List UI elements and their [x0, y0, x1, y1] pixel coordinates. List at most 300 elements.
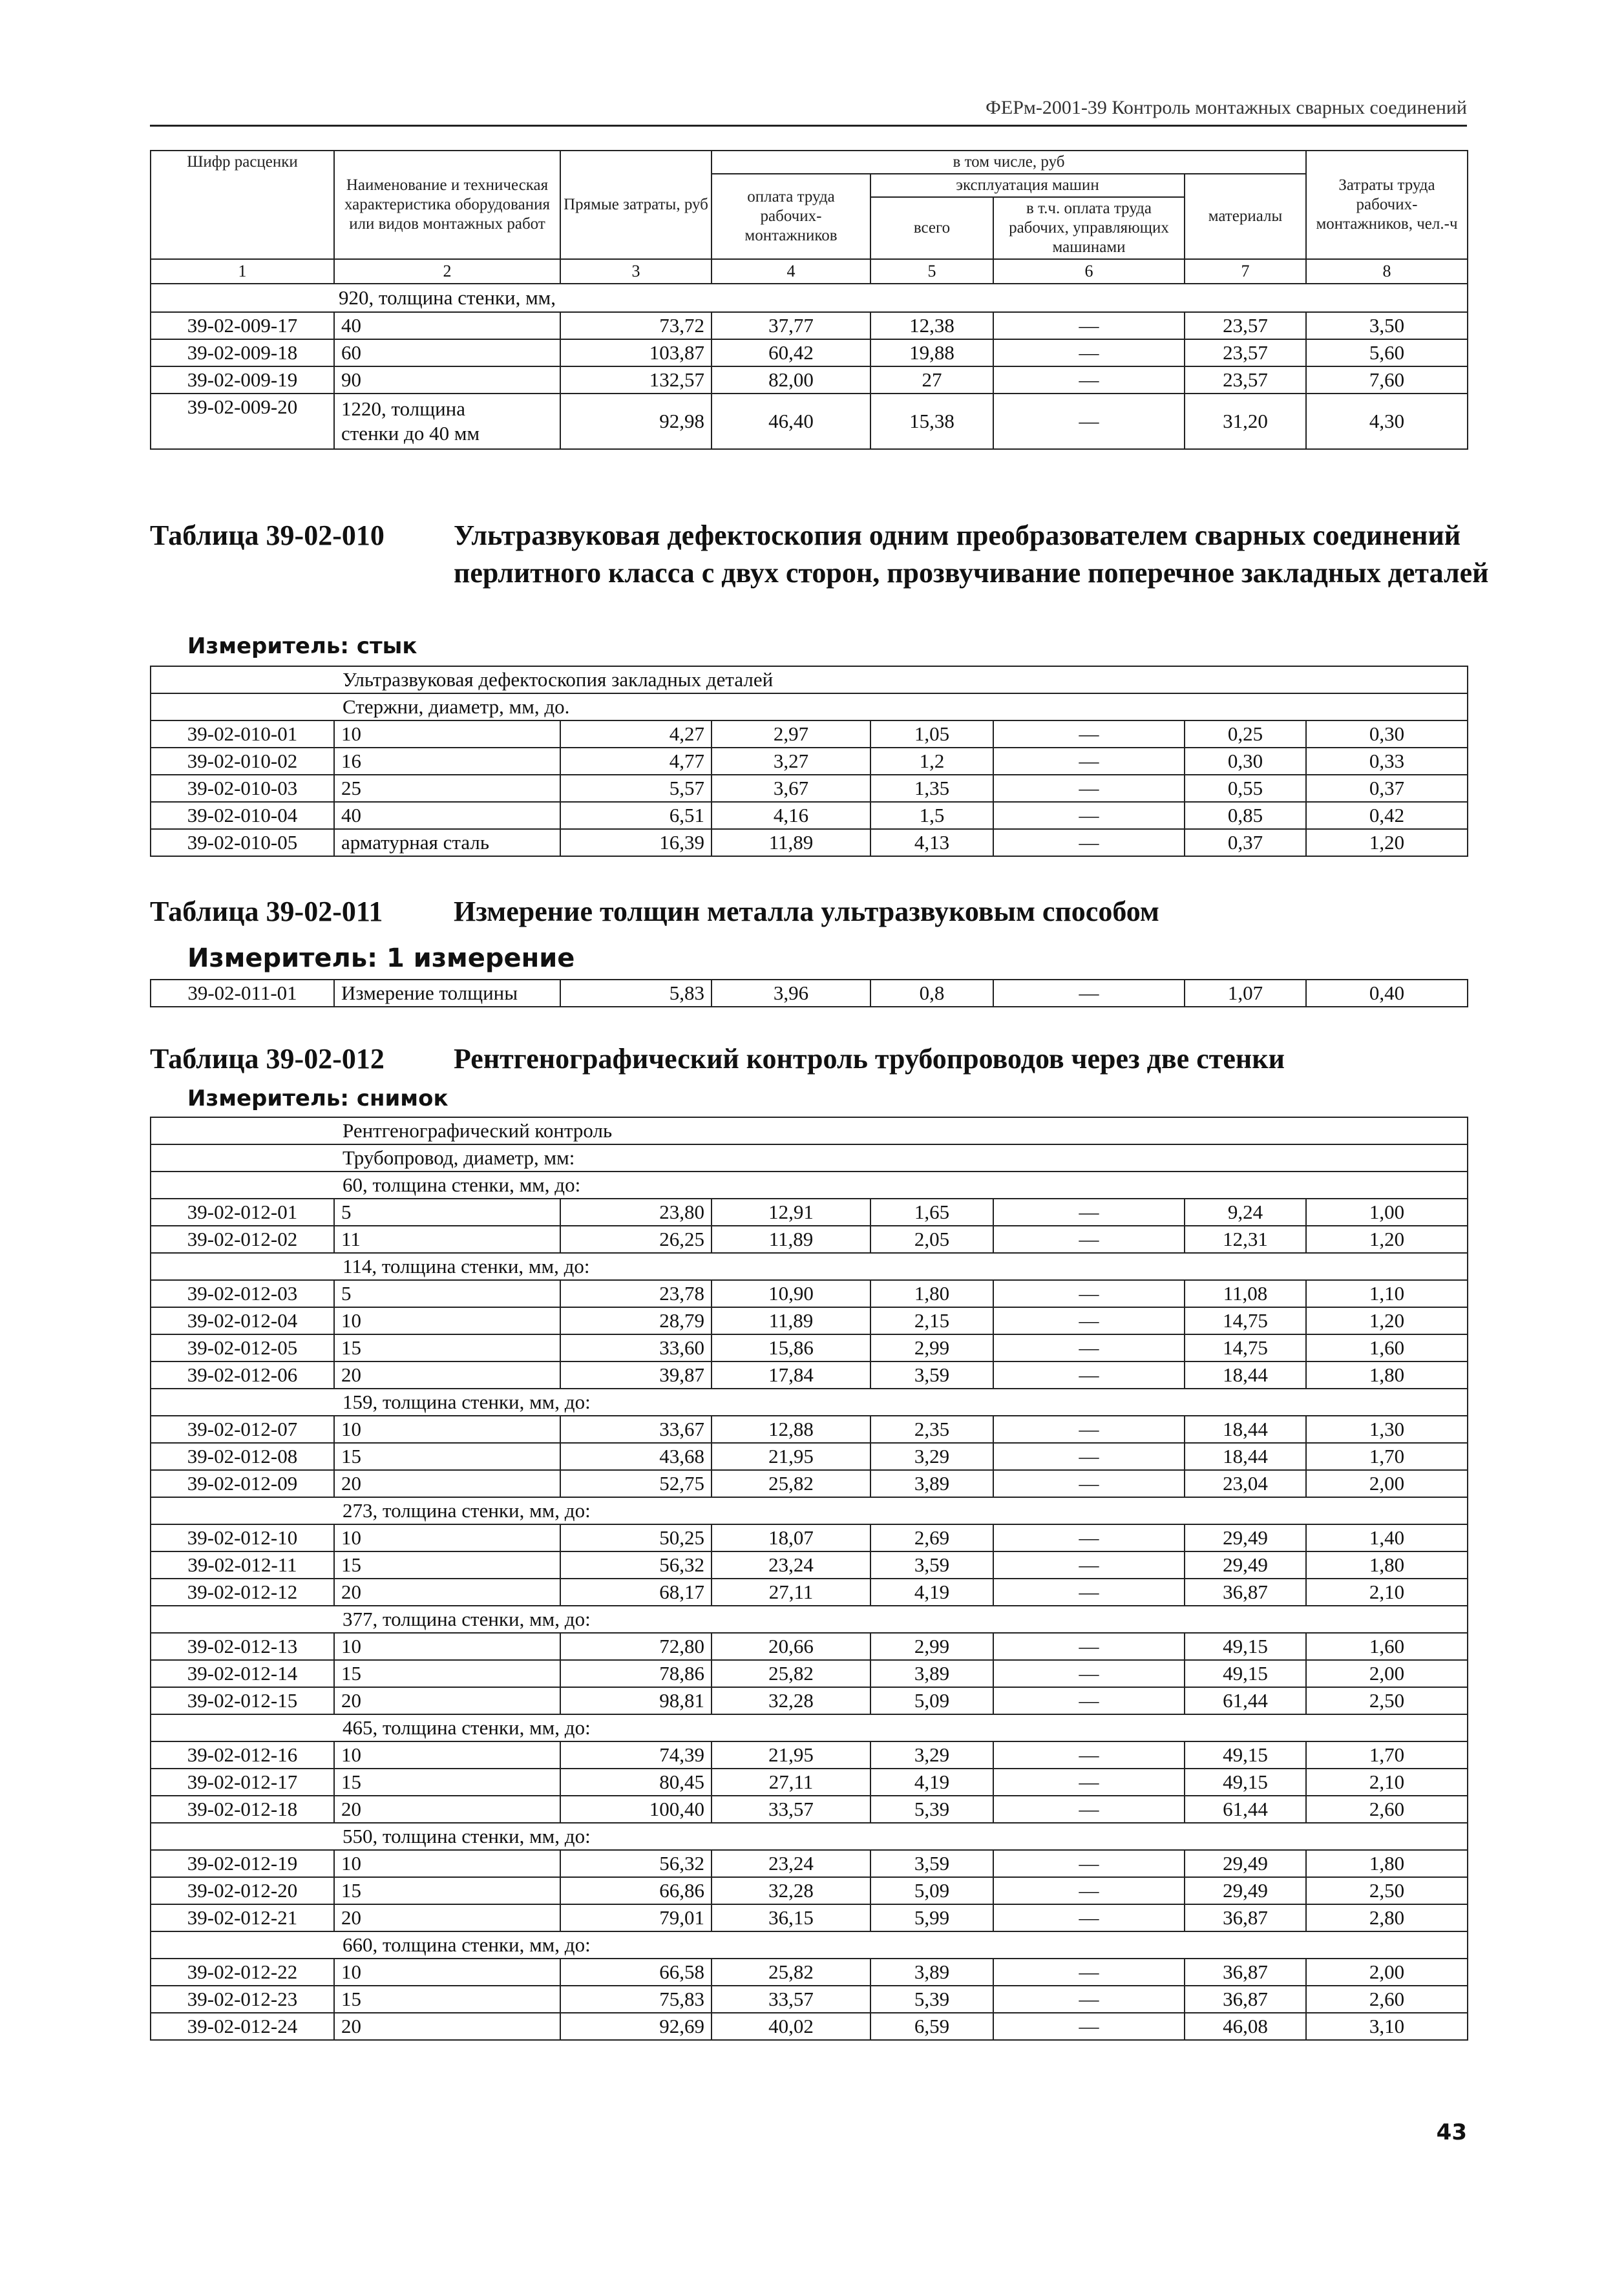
cell-wage: 33,57 — [712, 1796, 870, 1823]
table-row — [151, 1904, 1468, 1931]
cell-labor: 3,50 — [1306, 312, 1468, 339]
subheader-label: 114, толщина стенки, мм, до: — [151, 1253, 1468, 1280]
cell-wage: 21,95 — [712, 1443, 870, 1470]
table-row — [151, 1307, 1468, 1334]
cell-materials: 23,57 — [1185, 339, 1306, 366]
rates-table-010 — [150, 666, 1468, 857]
table-012-title: Рентгенографический контроль трубопроводов через две стенки — [454, 1043, 1285, 1075]
cell-code: 39-02-012-01 — [151, 1199, 334, 1226]
rates-table-011 — [150, 979, 1468, 1007]
cell-labor: 1,70 — [1306, 1443, 1468, 1470]
cell-machines: 2,99 — [870, 1334, 993, 1361]
cell-machine-wage: — — [993, 1280, 1185, 1307]
cell-wage: 2,97 — [712, 720, 870, 748]
cell-name: 25 — [334, 775, 560, 802]
cell-machines: 3,59 — [870, 1361, 993, 1389]
cell-wage: 60,42 — [712, 339, 870, 366]
cell-machine-wage: — — [993, 1633, 1185, 1660]
column-header-row — [151, 151, 1468, 174]
cell-direct: 16,39 — [560, 829, 712, 856]
cell-name: 10 — [334, 1633, 560, 1660]
subheader-row — [151, 693, 1468, 720]
cell-machines: 1,05 — [870, 720, 993, 748]
cell-code: 39-02-012-22 — [151, 1959, 334, 1986]
cell-wage: 82,00 — [712, 366, 870, 394]
cell-name: 10 — [334, 1959, 560, 1986]
table-011-title: Измерение толщин металла ультразвуковым способом — [454, 896, 1159, 927]
table-row — [151, 1741, 1468, 1769]
cell-materials: 18,44 — [1185, 1416, 1306, 1443]
cell-name: 90 — [334, 366, 560, 394]
cell-direct: 100,40 — [560, 1796, 712, 1823]
cell-machines: 4,19 — [870, 1579, 993, 1606]
cell-machine-wage: — — [993, 312, 1185, 339]
cell-labor: 2,60 — [1306, 1796, 1468, 1823]
cell-labor: 2,50 — [1306, 1877, 1468, 1904]
cell-machine-wage: — — [993, 1551, 1185, 1579]
cell-direct: 5,83 — [560, 980, 712, 1007]
cell-materials: 36,87 — [1185, 1959, 1306, 1986]
cell-code: 39-02-009-18 — [151, 339, 334, 366]
cell-code: 39-02-010-02 — [151, 748, 334, 775]
subheader-label: 273, толщина стенки, мм, до: — [151, 1497, 1468, 1524]
cell-wage: 36,15 — [712, 1904, 870, 1931]
subheader-row — [151, 1606, 1468, 1633]
cell-code: 39-02-009-19 — [151, 366, 334, 394]
cell-machine-wage: — — [993, 1850, 1185, 1877]
cell-wage: 11,89 — [712, 1307, 870, 1334]
subheader-label: 660, толщина стенки, мм, до: — [151, 1931, 1468, 1959]
col-number: 2 — [334, 259, 560, 284]
cell-name: 20 — [334, 1796, 560, 1823]
cell-wage: 23,24 — [712, 1850, 870, 1877]
cell-labor: 1,20 — [1306, 1307, 1468, 1334]
cell-code: 39-02-012-21 — [151, 1904, 334, 1931]
cell-direct: 92,98 — [560, 394, 712, 449]
cell-labor: 0,42 — [1306, 802, 1468, 829]
table-row — [151, 802, 1468, 829]
cell-machine-wage: — — [993, 2013, 1185, 2040]
cell-name: 15 — [334, 1334, 560, 1361]
cell-direct: 28,79 — [560, 1307, 712, 1334]
cell-machines: 3,59 — [870, 1850, 993, 1877]
cell-machine-wage: — — [993, 720, 1185, 748]
subheader-label: 465, толщина стенки, мм, до: — [151, 1714, 1468, 1741]
cell-wage: 40,02 — [712, 2013, 870, 2040]
cell-machine-wage: — — [993, 1361, 1185, 1389]
cell-wage: 3,27 — [712, 748, 870, 775]
cell-name: 15 — [334, 1551, 560, 1579]
col-number: 3 — [560, 259, 712, 284]
cell-labor: 2,10 — [1306, 1579, 1468, 1606]
col-materials-header: материалы — [1185, 174, 1306, 259]
cell-name: 20 — [334, 1904, 560, 1931]
cell-materials: 0,25 — [1185, 720, 1306, 748]
cell-direct: 56,32 — [560, 1551, 712, 1579]
cell-code: 39-02-012-08 — [151, 1443, 334, 1470]
cell-labor: 1,60 — [1306, 1334, 1468, 1361]
table-row — [151, 1443, 1468, 1470]
cell-machine-wage: — — [993, 775, 1185, 802]
col-number: 7 — [1185, 259, 1306, 284]
cell-machine-wage: — — [993, 1796, 1185, 1823]
table-011-measure: Измеритель: 1 измерение — [187, 943, 575, 973]
cell-name: 16 — [334, 748, 560, 775]
cell-materials: 31,20 — [1185, 394, 1306, 449]
cell-name: 15 — [334, 1769, 560, 1796]
cell-name: 10 — [334, 1524, 560, 1551]
subheader-row — [151, 1714, 1468, 1741]
subheader-label: 550, толщина стенки, мм, до: — [151, 1823, 1468, 1850]
table-row — [151, 1877, 1468, 1904]
table-row — [151, 366, 1468, 394]
cell-name: 11 — [334, 1226, 560, 1253]
cell-code: 39-02-012-04 — [151, 1307, 334, 1334]
cell-materials: 9,24 — [1185, 1199, 1306, 1226]
cell-name: 10 — [334, 1741, 560, 1769]
table-row — [151, 1416, 1468, 1443]
cell-machines: 5,09 — [870, 1877, 993, 1904]
cell-materials: 0,85 — [1185, 802, 1306, 829]
subheader-label: 60, толщина стенки, мм, до: — [151, 1172, 1468, 1199]
cell-wage: 17,84 — [712, 1361, 870, 1389]
cell-code: 39-02-012-02 — [151, 1226, 334, 1253]
cell-wage: 37,77 — [712, 312, 870, 339]
cell-wage: 12,91 — [712, 1199, 870, 1226]
cell-name: 1220, толщина стенки до 40 мм — [334, 394, 560, 449]
cell-code: 39-02-009-20 — [151, 394, 334, 449]
cell-materials: 49,15 — [1185, 1741, 1306, 1769]
col-machine-wage-header: в т.ч. оплата труда рабочих, управляющих машинами — [993, 197, 1185, 259]
cell-materials: 49,15 — [1185, 1633, 1306, 1660]
cell-labor: 1,40 — [1306, 1524, 1468, 1551]
cell-direct: 78,86 — [560, 1660, 712, 1687]
cell-code: 39-02-012-18 — [151, 1796, 334, 1823]
cell-materials: 12,31 — [1185, 1226, 1306, 1253]
cell-machines: 2,99 — [870, 1633, 993, 1660]
cell-name: 40 — [334, 312, 560, 339]
cell-materials: 36,87 — [1185, 1986, 1306, 2013]
cell-code: 39-02-012-20 — [151, 1877, 334, 1904]
cell-direct: 6,51 — [560, 802, 712, 829]
cell-direct: 39,87 — [560, 1361, 712, 1389]
cell-machines: 2,05 — [870, 1226, 993, 1253]
table-row — [151, 1579, 1468, 1606]
cell-name: 20 — [334, 1470, 560, 1497]
table-row — [151, 1226, 1468, 1253]
cell-direct: 132,57 — [560, 366, 712, 394]
cell-machines: 5,99 — [870, 1904, 993, 1931]
table-row — [151, 2013, 1468, 2040]
cell-machines: 6,59 — [870, 2013, 993, 2040]
cell-labor: 2,00 — [1306, 1660, 1468, 1687]
cell-code: 39-02-012-12 — [151, 1579, 334, 1606]
cell-wage: 15,86 — [712, 1334, 870, 1361]
cell-machine-wage: — — [993, 1443, 1185, 1470]
rates-table-009 — [150, 150, 1468, 450]
cell-code: 39-02-012-14 — [151, 1660, 334, 1687]
table-row — [151, 1959, 1468, 1986]
cell-code: 39-02-010-01 — [151, 720, 334, 748]
cell-direct: 79,01 — [560, 1904, 712, 1931]
cell-materials: 18,44 — [1185, 1443, 1306, 1470]
cell-name: арматурная сталь — [334, 829, 560, 856]
cell-machines: 1,35 — [870, 775, 993, 802]
page-number: 43 — [1436, 2119, 1467, 2145]
cell-materials: 61,44 — [1185, 1796, 1306, 1823]
cell-direct: 66,86 — [560, 1877, 712, 1904]
cell-name: 20 — [334, 1687, 560, 1714]
cell-wage: 11,89 — [712, 1226, 870, 1253]
subheader-row — [151, 1823, 1468, 1850]
cell-name: 5 — [334, 1280, 560, 1307]
cell-machine-wage: — — [993, 1877, 1185, 1904]
table-010-title: Ультразвуковая дефектоскопия одним преобразователем сварных соединений перлитного класса с двух сторон, прозвучивание поперечное закладных деталей — [454, 520, 1489, 589]
cell-direct: 68,17 — [560, 1579, 712, 1606]
cell-materials: 29,49 — [1185, 1524, 1306, 1551]
cell-materials: 23,57 — [1185, 312, 1306, 339]
cell-materials: 61,44 — [1185, 1687, 1306, 1714]
cell-name: Измерение толщины — [334, 980, 560, 1007]
cell-wage: 12,88 — [712, 1416, 870, 1443]
rates-table-012 — [150, 1117, 1468, 2041]
table-010-measure: Измеритель: стык — [187, 633, 417, 659]
cell-direct: 5,57 — [560, 775, 712, 802]
cell-wage: 27,11 — [712, 1579, 870, 1606]
cell-wage: 25,82 — [712, 1660, 870, 1687]
cell-materials: 0,37 — [1185, 829, 1306, 856]
cell-materials: 18,44 — [1185, 1361, 1306, 1389]
cell-name: 20 — [334, 2013, 560, 2040]
cell-wage: 46,40 — [712, 394, 870, 449]
cell-code: 39-02-012-06 — [151, 1361, 334, 1389]
header-rule — [150, 125, 1467, 127]
cell-name: 10 — [334, 720, 560, 748]
table-row — [151, 1796, 1468, 1823]
cell-labor: 2,60 — [1306, 1986, 1468, 2013]
cell-wage: 27,11 — [712, 1769, 870, 1796]
cell-direct: 23,80 — [560, 1199, 712, 1226]
table-row — [151, 1280, 1468, 1307]
table-row — [151, 720, 1468, 748]
cell-labor: 0,40 — [1306, 980, 1468, 1007]
subheader-label: 159, толщина стенки, мм, до: — [151, 1389, 1468, 1416]
col-name-header: Наименование и техническая характеристика оборудования или видов монтажных работ — [334, 151, 560, 259]
table-row — [151, 1633, 1468, 1660]
cell-wage: 20,66 — [712, 1633, 870, 1660]
cell-name: 15 — [334, 1660, 560, 1687]
cell-code: 39-02-009-17 — [151, 312, 334, 339]
cell-machines: 15,38 — [870, 394, 993, 449]
cell-machine-wage: — — [993, 1524, 1185, 1551]
cell-direct: 26,25 — [560, 1226, 712, 1253]
cell-machine-wage: — — [993, 748, 1185, 775]
cell-machines: 3,59 — [870, 1551, 993, 1579]
cell-name: 10 — [334, 1850, 560, 1877]
subheader-row — [151, 1497, 1468, 1524]
cell-machines: 3,89 — [870, 1470, 993, 1497]
cell-wage: 25,82 — [712, 1470, 870, 1497]
subheader-row — [151, 1253, 1468, 1280]
table-row — [151, 1687, 1468, 1714]
cell-wage: 11,89 — [712, 829, 870, 856]
cell-labor: 2,80 — [1306, 1904, 1468, 1931]
cell-name: 40 — [334, 802, 560, 829]
cell-materials: 11,08 — [1185, 1280, 1306, 1307]
subheader-row — [151, 1172, 1468, 1199]
cell-name: 5 — [334, 1199, 560, 1226]
table-row — [151, 1551, 1468, 1579]
subheader-row — [151, 1144, 1468, 1172]
col-incl-header: в том числе, руб — [712, 151, 1306, 174]
cell-labor: 4,30 — [1306, 394, 1468, 449]
cell-labor: 0,33 — [1306, 748, 1468, 775]
table-row — [151, 394, 1468, 449]
cell-wage: 21,95 — [712, 1741, 870, 1769]
cell-materials: 46,08 — [1185, 2013, 1306, 2040]
cell-code: 39-02-012-17 — [151, 1769, 334, 1796]
cell-labor: 2,00 — [1306, 1470, 1468, 1497]
cell-machine-wage: — — [993, 980, 1185, 1007]
cell-direct: 98,81 — [560, 1687, 712, 1714]
cell-machine-wage: — — [993, 1307, 1185, 1334]
cell-machine-wage: — — [993, 1470, 1185, 1497]
cell-name: 10 — [334, 1307, 560, 1334]
cell-machine-wage: — — [993, 1416, 1185, 1443]
cell-labor: 3,10 — [1306, 2013, 1468, 2040]
cell-wage: 25,82 — [712, 1959, 870, 1986]
cell-materials: 29,49 — [1185, 1877, 1306, 1904]
subheader-row — [151, 284, 1468, 312]
table-row — [151, 1769, 1468, 1796]
table-row — [151, 1850, 1468, 1877]
cell-direct: 4,77 — [560, 748, 712, 775]
cell-machine-wage: — — [993, 1660, 1185, 1687]
cell-machines: 19,88 — [870, 339, 993, 366]
column-number-row — [151, 259, 1468, 284]
cell-materials: 36,87 — [1185, 1579, 1306, 1606]
cell-code: 39-02-012-03 — [151, 1280, 334, 1307]
cell-machines: 3,89 — [870, 1959, 993, 1986]
cell-name: 20 — [334, 1579, 560, 1606]
cell-direct: 43,68 — [560, 1443, 712, 1470]
table-row — [151, 1470, 1468, 1497]
table-row — [151, 312, 1468, 339]
cell-direct: 50,25 — [560, 1524, 712, 1551]
table-row — [151, 980, 1468, 1007]
cell-labor: 2,00 — [1306, 1959, 1468, 1986]
cell-machines: 12,38 — [870, 312, 993, 339]
cell-code: 39-02-012-13 — [151, 1633, 334, 1660]
cell-machines: 2,15 — [870, 1307, 993, 1334]
table-row — [151, 1334, 1468, 1361]
cell-labor: 1,80 — [1306, 1850, 1468, 1877]
table-row — [151, 748, 1468, 775]
cell-machines: 5,39 — [870, 1986, 993, 2013]
table-012-measure: Измеритель: снимок — [187, 1086, 448, 1111]
table-row — [151, 1986, 1468, 2013]
cell-wage: 32,28 — [712, 1687, 870, 1714]
cell-direct: 92,69 — [560, 2013, 712, 2040]
cell-wage: 3,96 — [712, 980, 870, 1007]
cell-direct: 80,45 — [560, 1769, 712, 1796]
cell-machine-wage: — — [993, 1687, 1185, 1714]
cell-machines: 3,29 — [870, 1741, 993, 1769]
cell-machines: 0,8 — [870, 980, 993, 1007]
col-direct-header: Прямые затраты, руб — [560, 151, 712, 259]
cell-wage: 10,90 — [712, 1280, 870, 1307]
subheader-label: Ультразвуковая дефектоскопия закладных деталей — [151, 666, 1468, 693]
table-row — [151, 1660, 1468, 1687]
cell-name: 60 — [334, 339, 560, 366]
cell-machine-wage: — — [993, 366, 1185, 394]
cell-code: 39-02-012-07 — [151, 1416, 334, 1443]
cell-materials: 14,75 — [1185, 1307, 1306, 1334]
cell-labor: 1,70 — [1306, 1741, 1468, 1769]
subheader-label: Стержни, диаметр, мм, до. — [151, 693, 1468, 720]
subheader-row — [151, 1389, 1468, 1416]
col-number: 6 — [993, 259, 1185, 284]
cell-labor: 1,80 — [1306, 1361, 1468, 1389]
col-number: 8 — [1306, 259, 1468, 284]
cell-machines: 3,29 — [870, 1443, 993, 1470]
cell-code: 39-02-012-23 — [151, 1986, 334, 2013]
table-row — [151, 1199, 1468, 1226]
cell-machines: 1,5 — [870, 802, 993, 829]
cell-machine-wage: — — [993, 1904, 1185, 1931]
cell-machine-wage: — — [993, 829, 1185, 856]
cell-labor: 1,30 — [1306, 1416, 1468, 1443]
cell-materials: 23,04 — [1185, 1470, 1306, 1497]
cell-wage: 33,57 — [712, 1986, 870, 2013]
subheader-label: Трубопровод, диаметр, мм: — [151, 1144, 1468, 1172]
cell-labor: 1,20 — [1306, 829, 1468, 856]
cell-wage: 3,67 — [712, 775, 870, 802]
cell-materials: 14,75 — [1185, 1334, 1306, 1361]
cell-labor: 1,20 — [1306, 1226, 1468, 1253]
cell-machine-wage: — — [993, 1579, 1185, 1606]
subheader-row — [151, 1931, 1468, 1959]
table-011-code: Таблица 39-02-011 — [150, 896, 383, 927]
cell-labor: 1,10 — [1306, 1280, 1468, 1307]
cell-name: 15 — [334, 1986, 560, 2013]
cell-labor: 2,10 — [1306, 1769, 1468, 1796]
col-number: 1 — [151, 259, 334, 284]
cell-wage: 23,24 — [712, 1551, 870, 1579]
cell-materials: 49,15 — [1185, 1660, 1306, 1687]
col-wage-header: оплата труда рабочих-монтажников — [712, 174, 870, 259]
cell-machine-wage: — — [993, 1959, 1185, 1986]
cell-materials: 49,15 — [1185, 1769, 1306, 1796]
cell-machines: 1,80 — [870, 1280, 993, 1307]
cell-labor: 5,60 — [1306, 339, 1468, 366]
cell-direct: 23,78 — [560, 1280, 712, 1307]
cell-code: 39-02-010-03 — [151, 775, 334, 802]
table-010-code: Таблица 39-02-010 — [150, 520, 385, 551]
cell-labor: 1,60 — [1306, 1633, 1468, 1660]
cell-wage: 18,07 — [712, 1524, 870, 1551]
cell-machines: 5,39 — [870, 1796, 993, 1823]
cell-machine-wage: — — [993, 1334, 1185, 1361]
cell-wage: 4,16 — [712, 802, 870, 829]
cell-direct: 52,75 — [560, 1470, 712, 1497]
col-code-header: Шифр расценки — [151, 151, 334, 259]
table-row — [151, 775, 1468, 802]
cell-code: 39-02-012-10 — [151, 1524, 334, 1551]
cell-code: 39-02-010-05 — [151, 829, 334, 856]
cell-machine-wage: — — [993, 802, 1185, 829]
table-012-code: Таблица 39-02-012 — [150, 1043, 385, 1075]
